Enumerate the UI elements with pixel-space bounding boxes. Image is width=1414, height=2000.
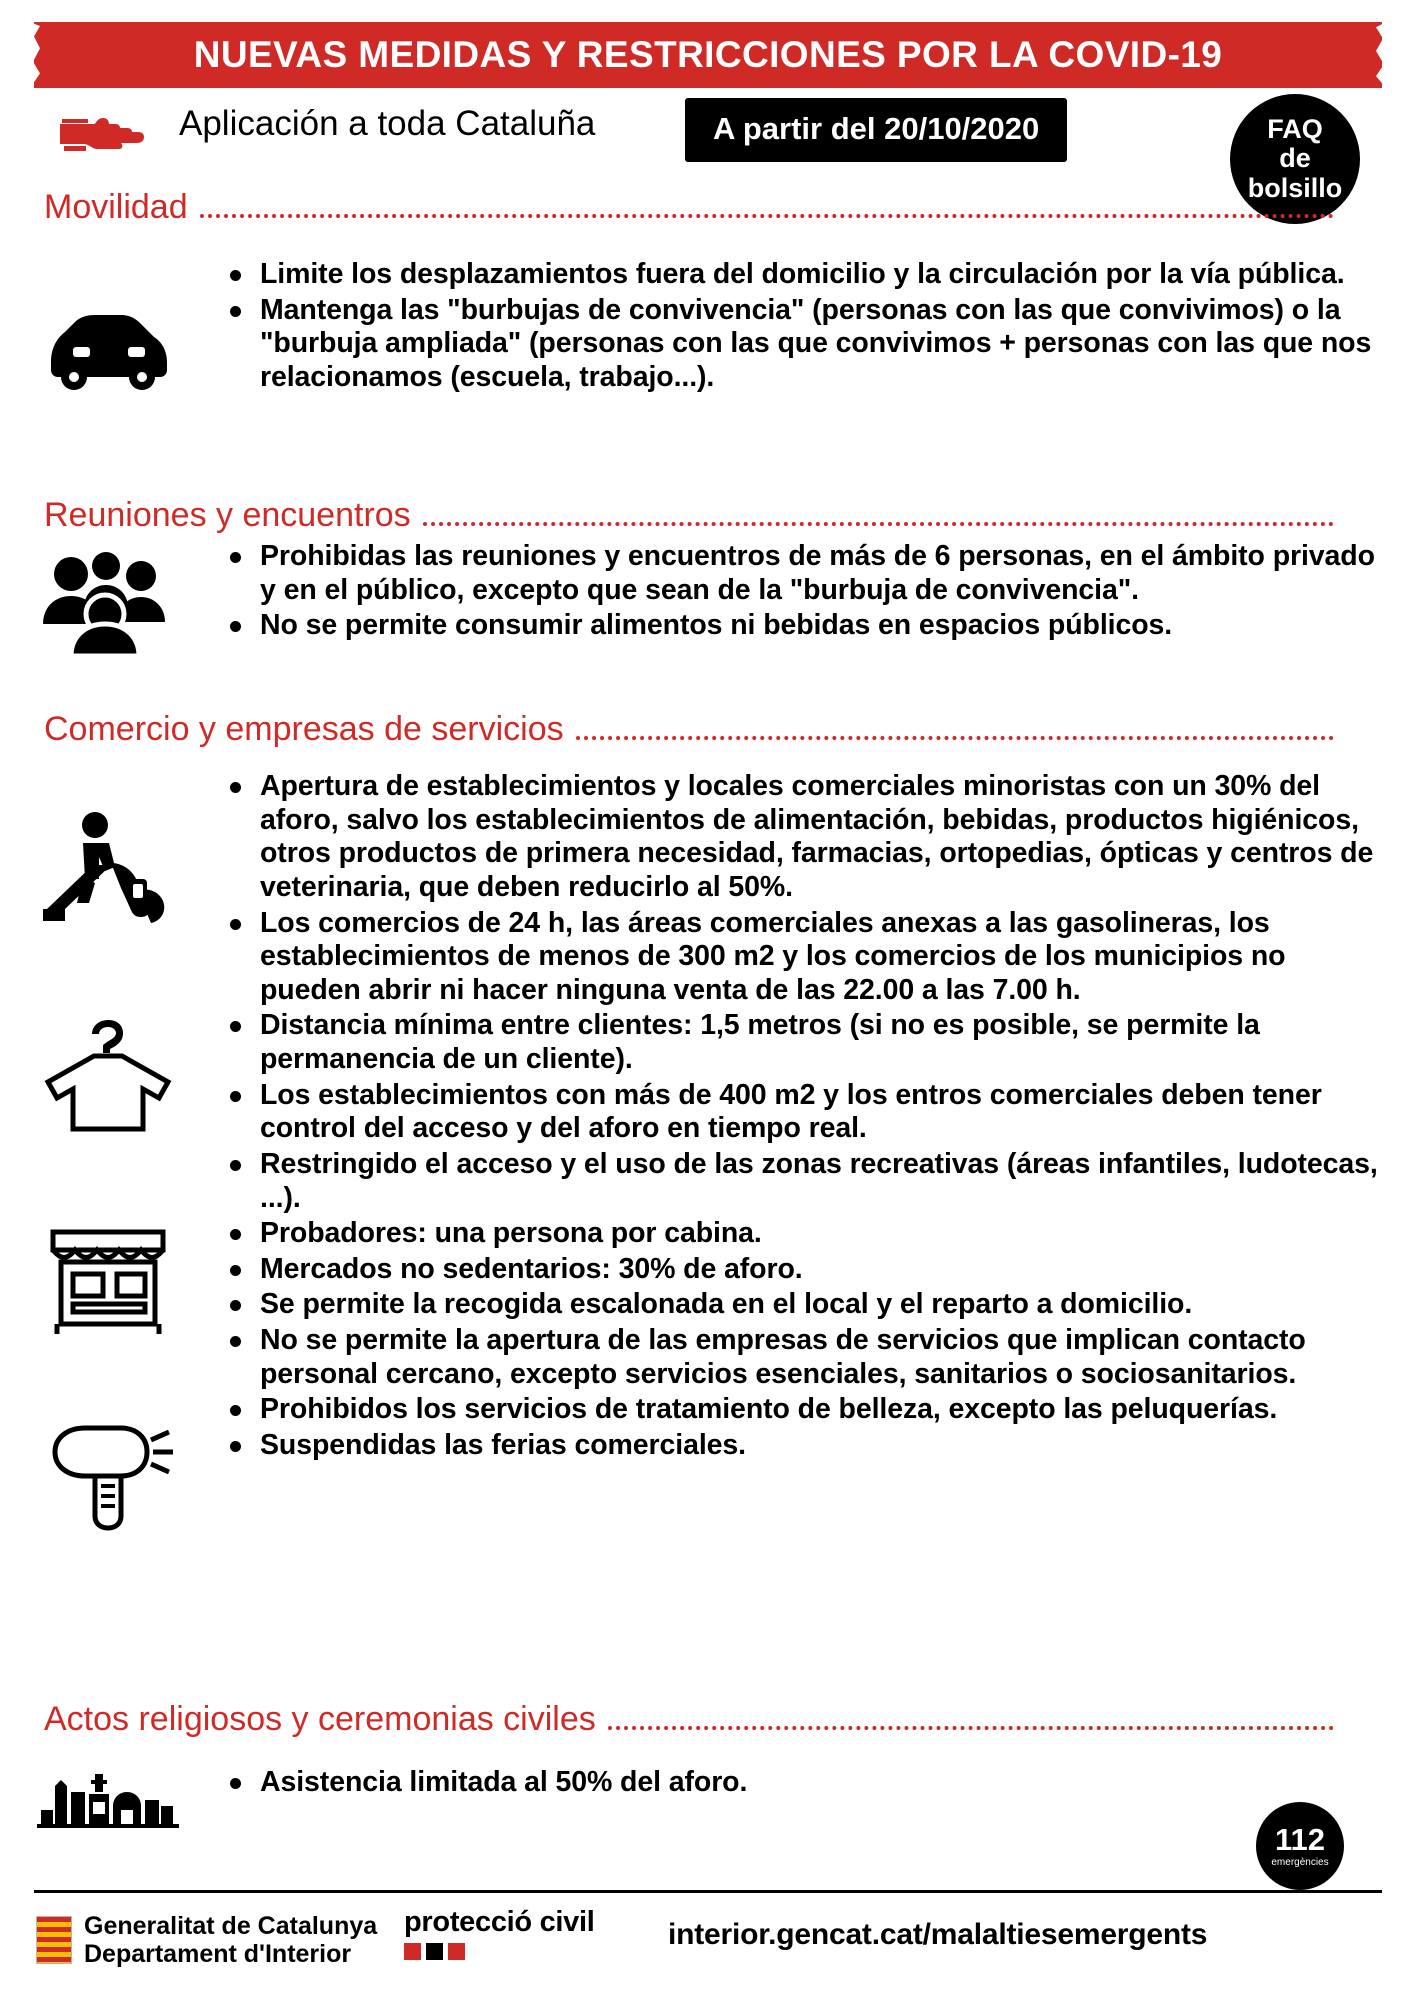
list-item: Se permite la recogida escalonada en el local y el reparto a domicilio. [222, 1288, 1382, 1322]
pointing-hand-icon [56, 110, 152, 158]
faq-badge-line3: bolsillo [1247, 172, 1343, 203]
list-item: No se permite consumir alimentos ni bebidas en espacios públicos. [222, 609, 1382, 643]
effective-date-badge: A partir del 20/10/2020 [685, 98, 1067, 162]
website-url[interactable]: interior.gencat.cat/malaltiesemergents [668, 1918, 1208, 1951]
emergency-112-badge [1256, 1802, 1344, 1890]
hairdryer-icon [0, 1416, 215, 1536]
section-heading-comercio [44, 710, 1334, 749]
page-title: NUEVAS MEDIDAS Y RESTRICCIONES POR LA COVID-19 [193, 34, 1223, 75]
proteccio-civil-squares-icon [404, 1943, 595, 1960]
section-label: Comercio y empresas de servicios [44, 710, 564, 748]
bullet-list-movilidad [222, 258, 1382, 397]
subheader [34, 96, 1382, 203]
list-item: Prohibidos los servicios de tratamiento de belleza, excepto las peluquerías. [222, 1393, 1382, 1427]
bullet-list-reuniones [222, 540, 1382, 645]
list-item: Probadores: una persona por cabina. [222, 1217, 1382, 1251]
proteccio-civil-logo [404, 1906, 595, 1960]
car-icon [0, 300, 215, 400]
section-label: Movilidad [44, 188, 188, 226]
scope-label: Aplicación a toda Cataluña [179, 104, 596, 143]
section-heading-reuniones [44, 496, 1334, 535]
dotted-rule [423, 522, 1334, 526]
generalitat-logo [36, 1912, 377, 1968]
list-item: Mercados no sedentarios: 30% de aforo. [222, 1253, 1382, 1287]
list-item: Suspendidas las ferias comerciales. [222, 1429, 1382, 1463]
footer-divider [34, 1890, 1382, 1893]
generalitat-line2: Departament d'Interior [84, 1940, 352, 1968]
list-item: Limite los desplazamientos fuera del domicilio y la circulación por la vía pública. [222, 258, 1382, 292]
section-heading-actos [44, 1700, 1334, 1739]
dotted-rule [608, 1726, 1334, 1730]
faq-badge-line2: de [1279, 143, 1311, 174]
dotted-rule [576, 736, 1334, 740]
emergency-number: 112 [1274, 1822, 1325, 1857]
list-item: Los comercios de 24 h, las áreas comerciales anexas a las gasolineras, los establecimientos de menos de 300 m2 y los comercios de los municipios no pueden abrir ni hacer ninguna venta de las 22.00 a las 7.00 h. [222, 907, 1382, 1008]
tshirt-hanger-icon [0, 1012, 215, 1132]
list-item: Mantenga las "burbujas de convivencia" (personas con las que convivimos) o la "burbuja ampliada" (personas con las que convivimos + personas con las que nos relacionamos (escuela, trabajo...). [222, 294, 1382, 395]
market-stall-icon [0, 1218, 215, 1338]
catalonia-flag-icon [36, 1916, 72, 1964]
bullet-list-actos [222, 1766, 1382, 1802]
bullet-list-comercio [222, 770, 1382, 1465]
section-label: Reuniones y encuentros [44, 496, 411, 534]
section-heading-movilidad [44, 188, 1334, 227]
list-item: Prohibidas las reuniones y encuentros de más de 6 personas, en el ámbito privado y en el público, excepto que sean de la "burbuja de convivencia". [222, 540, 1382, 607]
escalator-shopping-icon [0, 805, 215, 925]
faq-badge-line1: FAQ [1267, 114, 1323, 145]
section-label: Actos religiosos y ceremonias civiles [44, 1700, 596, 1738]
list-item: Restringido el acceso y el uso de las zonas recreativas (áreas infantiles, ludotecas, ...). [222, 1148, 1382, 1215]
emergency-label: emergències [1271, 1857, 1329, 1868]
group-of-people-icon [0, 548, 215, 658]
list-item: Los establecimientos con más de 400 m2 y los entros comerciales deben tener control del acceso y del aforo en tiempo real. [222, 1079, 1382, 1146]
church-buildings-icon [0, 1772, 215, 1832]
generalitat-line1: Generalitat de Catalunya [84, 1912, 378, 1940]
poster-title-bar [34, 22, 1382, 88]
list-item: Distancia mínima entre clientes: 1,5 metros (si no es posible, se permite la permanencia de un cliente). [222, 1009, 1382, 1076]
list-item: Asistencia limitada al 50% del aforo. [222, 1766, 1382, 1800]
proteccio-civil-label: protecció civil [404, 1906, 595, 1938]
list-item: No se permite la apertura de las empresas de servicios que implican contacto personal cercano, excepto servicios esenciales, sanitarios o sociosanitarios. [222, 1324, 1382, 1391]
dotted-rule [200, 214, 1334, 218]
list-item: Apertura de establecimientos y locales comerciales minoristas con un 30% del aforo, salvo los establecimientos de alimentación, bebidas, productos higiénicos, otros productos de primera necesidad, farmacias, ortopedias, ópticas y centros de veterinaria, que deben reducirlo al 50%. [222, 770, 1382, 905]
